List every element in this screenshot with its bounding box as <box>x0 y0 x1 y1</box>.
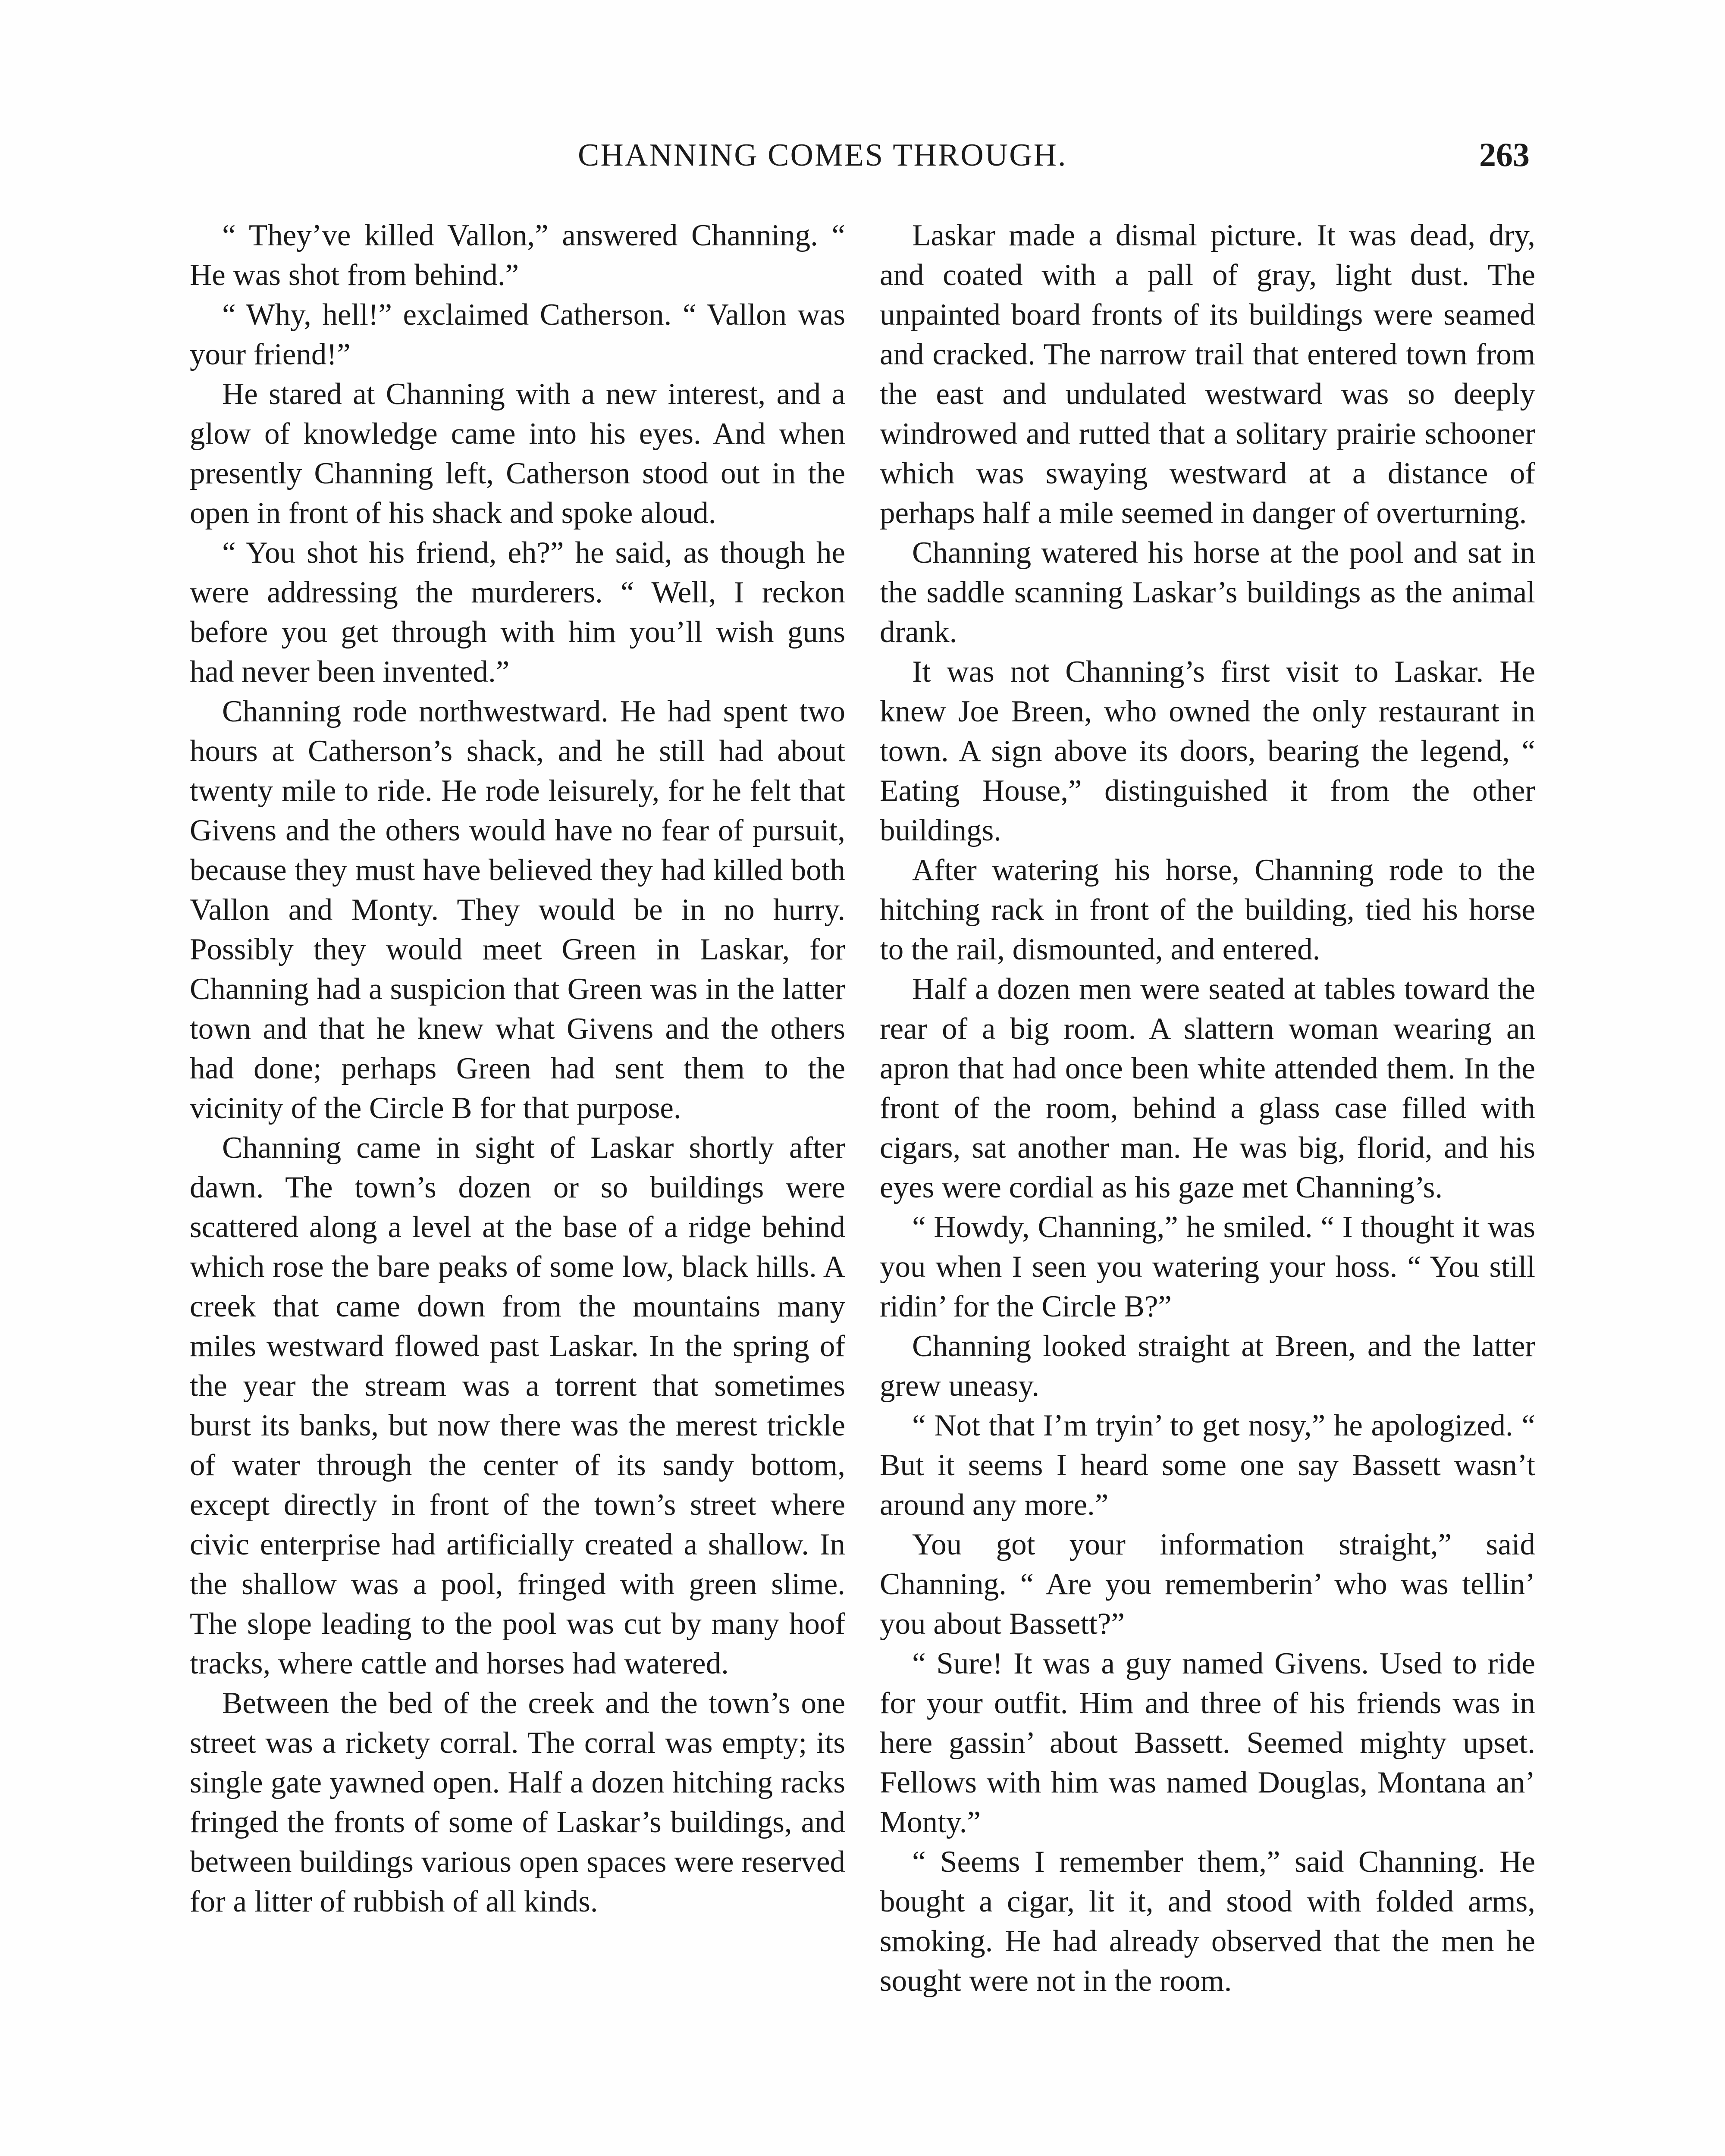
paragraph: “ Howdy, Channing,” he smiled. “ I thought it was you when I seen you watering your hoss. “ You still ridin’ for the Circle B?” <box>880 1210 1535 1323</box>
paragraph: It was not Channing’s first visit to Laskar. He knew Joe Breen, who owned the only restaurant in town. A sign above its doors, bearing the legend, “ Eating House,” distinguished it from the other buildings. <box>880 655 1535 847</box>
paragraph: He stared at Channing with a new interest, and a glow of knowledge came into his eyes. And when presently Channing left, Catherson stood out in the open in front of his shack and spoke aloud. <box>190 377 845 530</box>
paragraph: Channing came in sight of Laskar shortly after dawn. The town’s dozen or so buildings were scattered along a level at the base of a ridge behind which rose the bare peaks of some low, black hills. A creek that came down from the mountains many miles westward flowed past Laskar. In the spring of the year the stream was a torrent that sometimes burst its banks, but now there was the merest trickle of water through the center of its sandy bottom, except directly in front of the town’s street where civic enterprise had artificially created a shallow. In the shallow was a pool, fringed with green slime. The slope leading to the pool was cut by many hoof tracks, where cattle and horses had watered. <box>190 1131 845 1680</box>
paragraph: “ Not that I’m tryin’ to get nosy,” he apologized. “ But it seems I heard some one say Bassett wasn’t around any more.” <box>880 1409 1535 1522</box>
paragraph: Between the bed of the creek and the town’s one street was a rickety corral. The corral was empty; its single gate yawned open. Half a dozen hitching racks fringed the fronts of some of Laskar’s buildings, and between buildings various open spaces were reserved for a litter of rubbish of all kinds. <box>190 1686 845 1918</box>
right-column <box>880 216 1535 2001</box>
paragraph: Channing rode northwestward. He had spent two hours at Catherson’s shack, and he still had about twenty mile to ride. He rode leisurely, for he felt that Givens and the others would have no fear of pursuit, because they must have believed they had killed both Vallon and Monty. They would be in no hurry. Possibly they would meet Green in Laskar, for Channing had a suspicion that Green was in the latter town and that he knew what Givens and the others had done; perhaps Green had sent them to the vicinity of the Circle B for that purpose. <box>190 695 845 1125</box>
paragraph: “ Why, hell!” exclaimed Catherson. “ Vallon was your friend!” <box>190 298 845 371</box>
page-number: 263 <box>1479 136 1530 173</box>
paragraph: “ Sure! It was a guy named Givens. Used to ride for your outfit. Him and three of his friends was in here gassin’ about Bassett. Seemed mighty upset. Fellows with him was named Douglas, Montana an’ Monty.” <box>880 1647 1535 1839</box>
paragraph: Half a dozen men were seated at tables toward the rear of a big room. A slattern woman wearing an apron that had once been white attended them. In the front of the room, behind a glass case filled with cigars, sat another man. He was big, florid, and his eyes were cordial as his gaze met Channing’s. <box>880 972 1535 1204</box>
paragraph: Laskar made a dismal picture. It was dead, dry, and coated with a pall of gray, light dust. The unpainted board fronts of its buildings were seamed and cracked. The narrow trail that entered town from the east and undulated westward was so deeply windrowed and rutted that a solitary prairie schooner which was swaying westward at a distance of perhaps half a mile seemed in danger of overturning. <box>880 219 1535 530</box>
paragraph: You got your information straight,” said Channing. “ Are you rememberin’ who was tellin’ you about Bassett?” <box>880 1528 1535 1641</box>
paragraph: After watering his horse, Channing rode to the hitching rack in front of the building, tied his horse to the rail, dismounted, and entered. <box>880 853 1535 966</box>
paragraph: Channing looked straight at Breen, and the latter grew uneasy. <box>880 1329 1535 1403</box>
paragraph: “ Seems I remember them,” said Channing. He bought a cigar, lit it, and stood with folded arms, smoking. He had already observed that the men he sought were not in the room. <box>880 1845 1535 1998</box>
paragraph: “ You shot his friend, eh?” he said, as though he were addressing the murderers. “ Well, I reckon before you get through with him you’ll wish guns had never been invented.” <box>190 536 845 689</box>
paragraph: “ They’ve killed Vallon,” answered Channing. “ He was shot from behind.” <box>190 219 845 292</box>
running-title: CHANNING COMES THROUGH. <box>578 138 1067 173</box>
paragraph: Channing watered his horse at the pool and sat in the saddle scanning Laskar’s buildings as the animal drank. <box>880 536 1535 649</box>
left-column <box>190 216 845 1921</box>
